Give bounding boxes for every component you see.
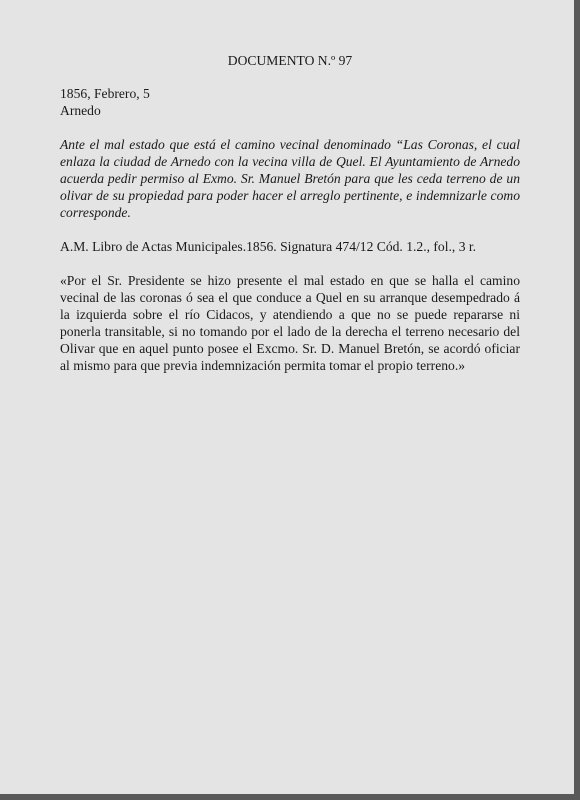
- document-title: DOCUMENTO N.º 97: [227, 53, 353, 68]
- document-place: Arnedo: [60, 103, 101, 118]
- document-date: 1856, Febrero, 5: [60, 86, 150, 101]
- document-content: [60, 52, 520, 374]
- document-source: A.M. Libro de Actas Municipales.1856. Signatura 474/12 Cód. 1.2., fol., 3 r.: [60, 239, 477, 254]
- document-transcription: «Por el Sr. Presidente se hizo presente el mal estado en que se halla el camino vecinal de las coronas ó sea el que conduce a Quel en su arranque desempedrado á la izquierda sobre el río Cidacos, y atendiendo a que no se puede repararse ni ponerla transitable, si no tomando por el lado de la derecha el terreno necesario del Olivar que en aquel punto posee el Excmo. Sr. D. Manuel Bretón, se acordó oficiar al mismo para que previa indemnización permita tomar el propio terreno.»: [60, 273, 520, 373]
- document-summary: Ante el mal estado que está el camino vecinal denominado “Las Coronas, el cual enlaza la ciudad de Arnedo con la vecina villa de Quel. El Ayuntamiento de Arnedo acuerda pedir permiso al Exmo. Sr. Manuel Bretón para que les ceda terreno de un olivar de su propiedad para poder hacer el arreglo pertinente, e indemnizarle como corresponde.: [60, 137, 520, 220]
